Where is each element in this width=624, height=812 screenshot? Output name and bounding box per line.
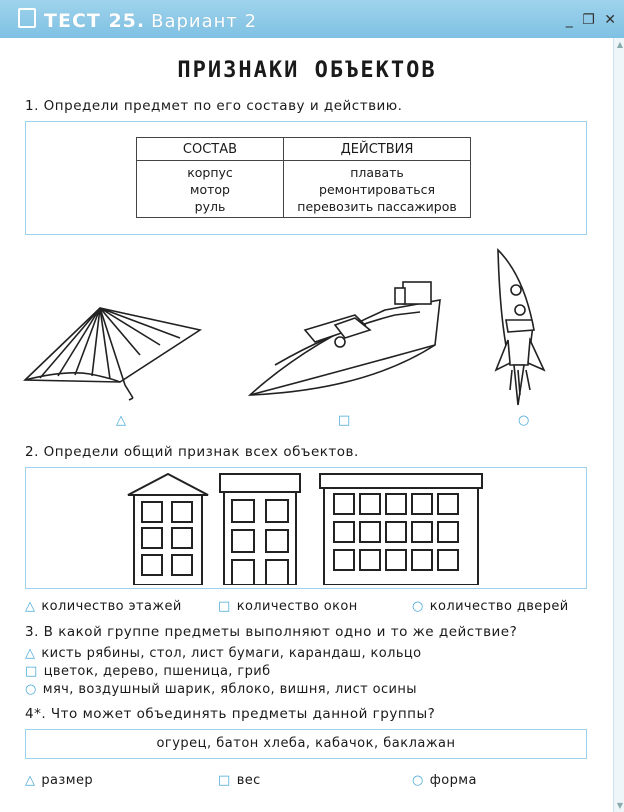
q4-option-b[interactable]: □ вес: [218, 773, 261, 788]
table-header: ДЕЙСТВИЯ: [284, 138, 471, 161]
square-mark[interactable]: □: [338, 413, 351, 428]
q4-option-c[interactable]: ○ форма: [412, 773, 477, 788]
restore-icon[interactable]: ❐: [582, 12, 595, 28]
minimize-icon[interactable]: _: [565, 12, 573, 28]
motorboat-image: [245, 270, 455, 410]
vertical-scrollbar[interactable]: [613, 38, 624, 812]
scroll-down-icon[interactable]: ▼: [616, 801, 623, 810]
q3-option-b[interactable]: □ цветок, дерево, пшеница, гриб: [25, 664, 271, 679]
triangle-mark[interactable]: △: [116, 413, 126, 428]
table-header: СОСТАВ: [137, 138, 284, 161]
table-row: [137, 198, 471, 218]
table-cell: плавать: [284, 161, 471, 182]
table-cell: перевозить пассажиров: [284, 198, 471, 218]
rocket-image: [488, 245, 558, 415]
window-title: ТЕСТ 25. Вариант 2: [18, 8, 257, 32]
question-3-text: 3. В какой группе предметы выполняют одно и то же действие?: [25, 624, 518, 640]
circle-mark[interactable]: ○: [518, 413, 530, 428]
q4-word-group: огурец, батон хлеба, кабачок, баклажан: [25, 729, 587, 759]
table-cell: мотор: [137, 181, 284, 198]
q3-option-c[interactable]: ○ мяч, воздушный шарик, яблоко, вишня, лист осины: [25, 682, 417, 697]
document-icon: [18, 8, 36, 28]
close-icon[interactable]: ✕: [604, 12, 616, 28]
umbrella-image: [20, 300, 210, 405]
table-row: [137, 161, 471, 182]
q2-option-c[interactable]: ○ количество дверей: [412, 599, 569, 614]
window-controls: [561, 12, 616, 28]
table-cell: корпус: [137, 161, 284, 182]
composition-table: [136, 137, 471, 218]
page-title: ПРИЗНАКИ ОБЪЕКТОВ: [177, 58, 437, 83]
table-cell: ремонтироваться: [284, 181, 471, 198]
window-titlebar: [0, 0, 624, 38]
q2-option-b[interactable]: □ количество окон: [218, 599, 358, 614]
table-cell: руль: [137, 198, 284, 218]
question-2-text: 2. Определи общий признак всех объектов.: [25, 444, 359, 460]
table-row: [137, 181, 471, 198]
scroll-up-icon[interactable]: ▲: [616, 40, 623, 49]
question-4-text: 4*. Что может объединять предметы данной группы?: [25, 706, 436, 722]
q4-option-a[interactable]: △ размер: [25, 773, 93, 788]
question-1-text: 1. Определи предмет по его составу и действию.: [25, 98, 403, 114]
q3-option-a[interactable]: △ кисть рябины, стол, лист бумаги, карандаш, кольцо: [25, 646, 422, 661]
q2-option-a[interactable]: △ количество этажей: [25, 599, 182, 614]
buildings-image: [120, 470, 490, 585]
